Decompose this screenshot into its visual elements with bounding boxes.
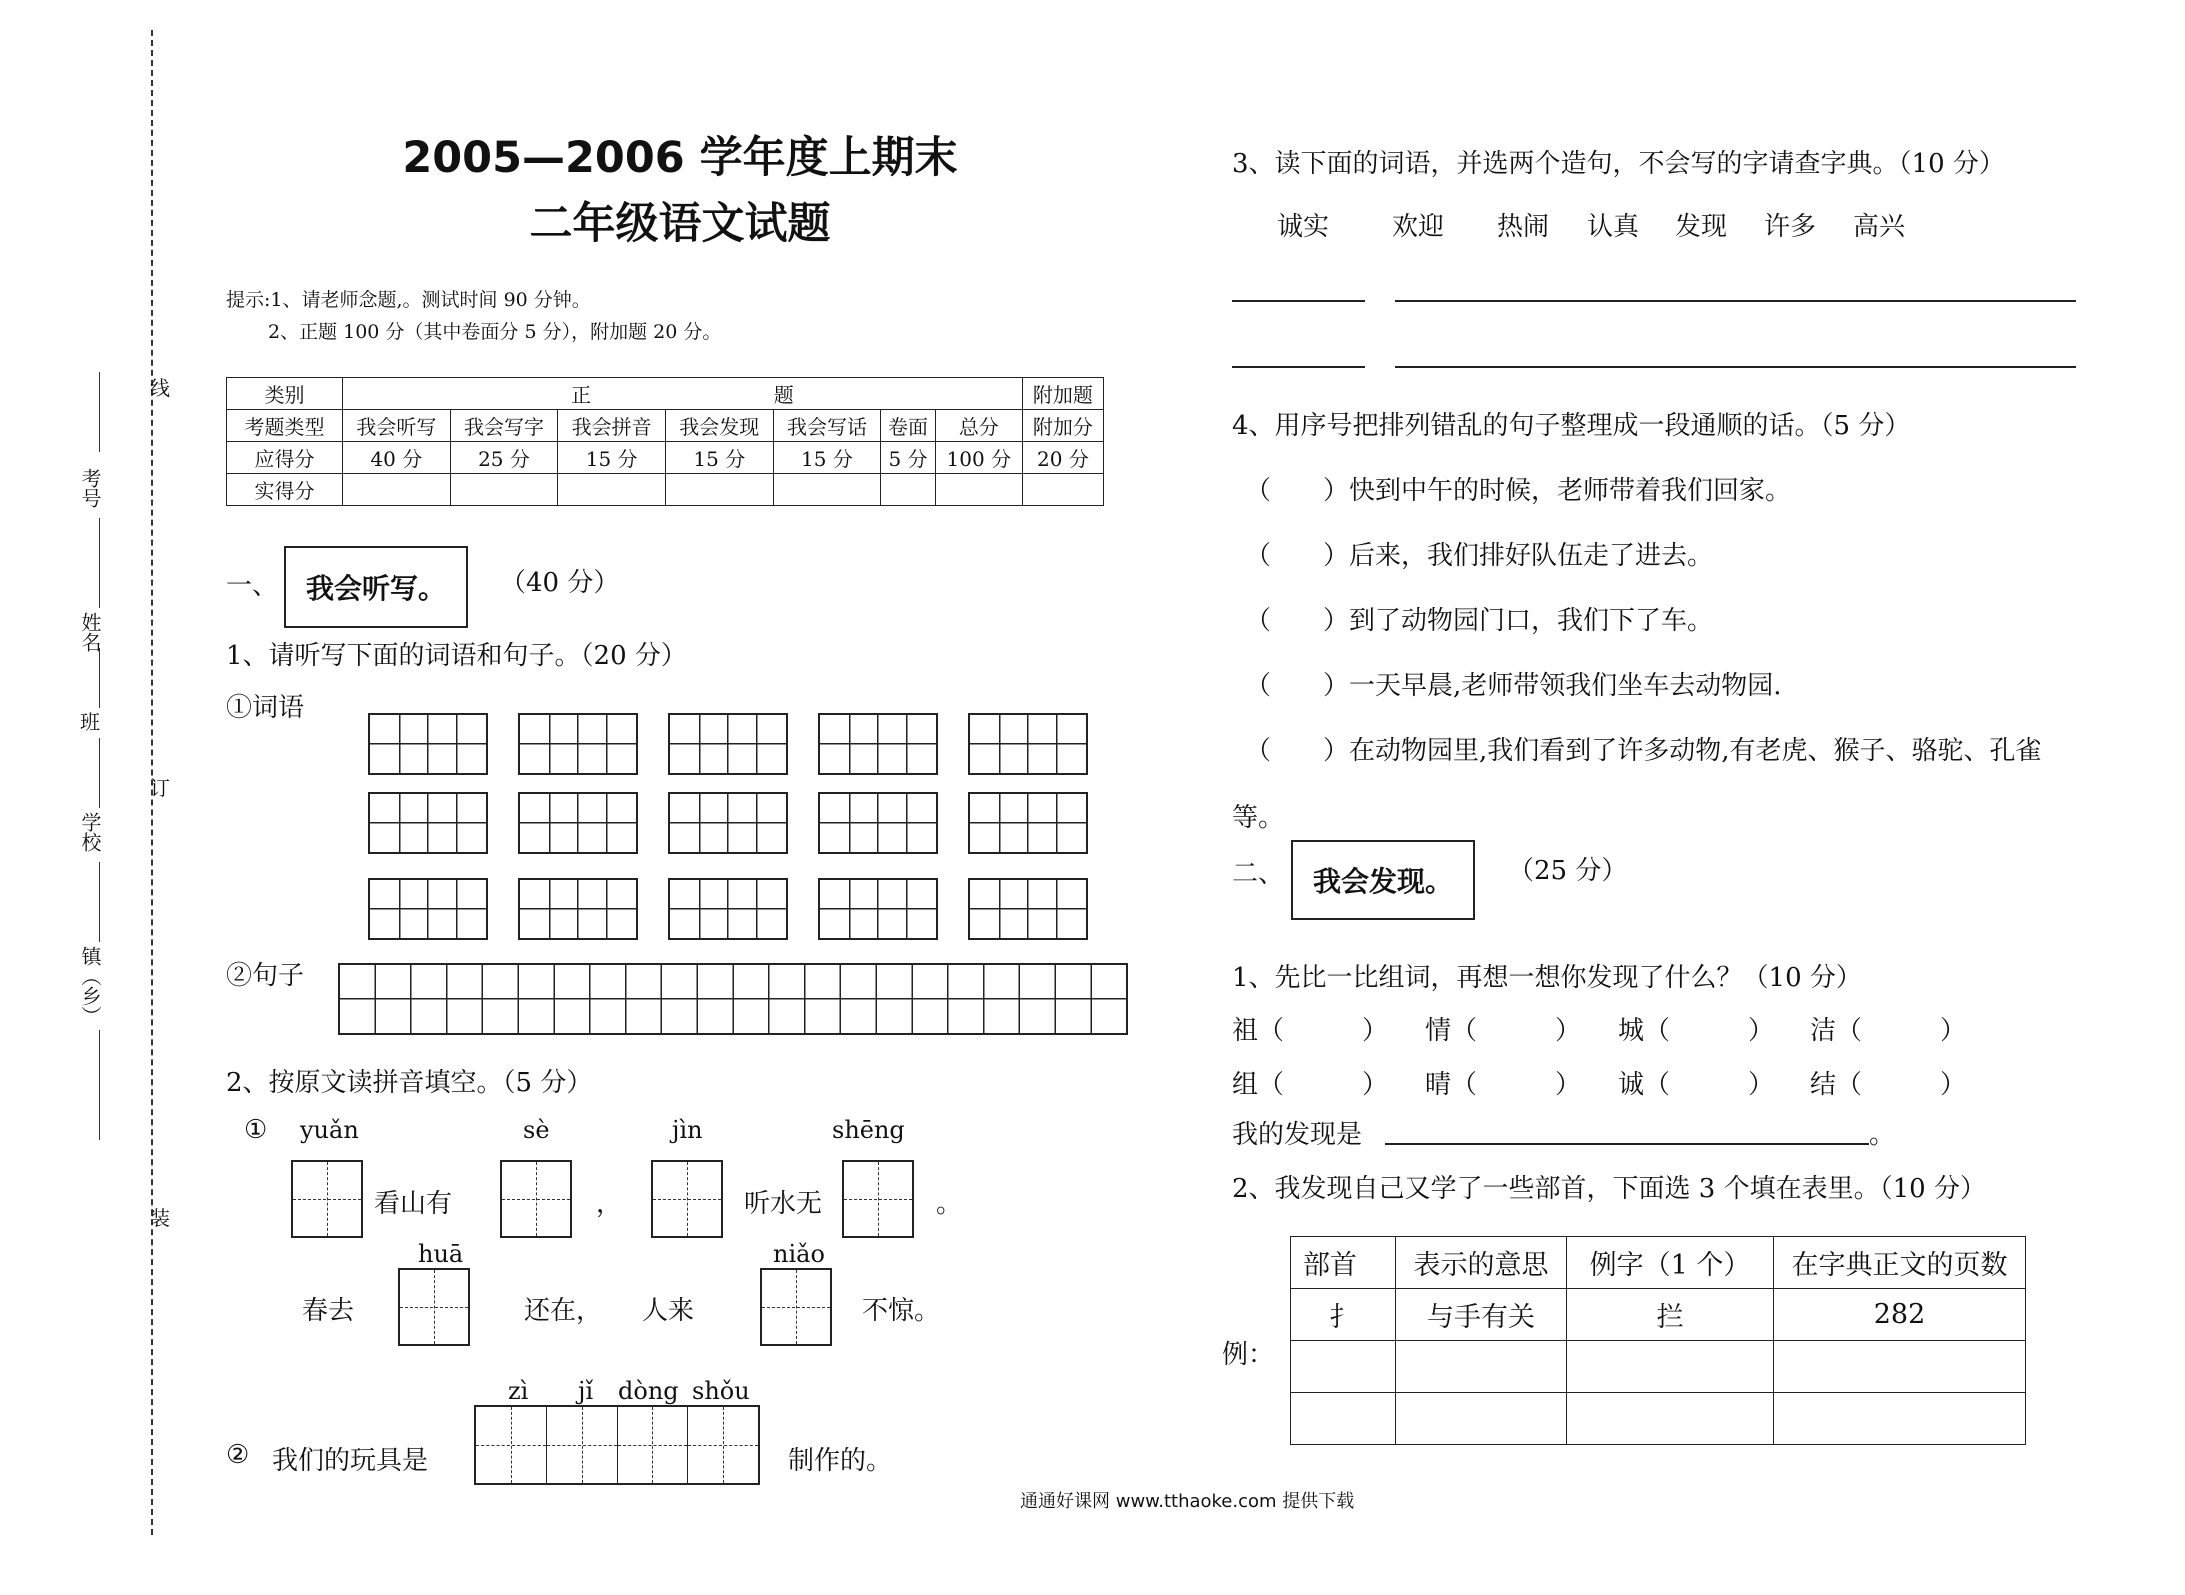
cell-full: 20 分 — [1022, 442, 1103, 474]
cell-actual[interactable] — [343, 474, 451, 506]
item-mark-2: ② — [226, 1440, 250, 1470]
text-kan-shan-you: 看山有 — [374, 1189, 453, 1219]
radical-header: 部首 — [1291, 1237, 1396, 1289]
compare-jie-1[interactable]: 洁（ ） — [1810, 1016, 1967, 1046]
cell-actual[interactable] — [773, 474, 881, 506]
section-1-number: 一、 — [226, 571, 279, 601]
word-grid[interactable] — [668, 713, 788, 775]
cell-full: 5 分 — [881, 442, 935, 474]
question-2-1: 1、先比一比组词，再想一想你发现了什么？（10 分） — [1232, 963, 1862, 993]
compare-qing-1[interactable]: 情（ ） — [1425, 1016, 1582, 1046]
field-line-zhen[interactable] — [99, 862, 100, 942]
cell-actual[interactable] — [881, 474, 935, 506]
radical-answer-row — [1291, 1393, 2026, 1445]
q3-word: 发现 — [1675, 212, 1728, 242]
field-line-xuexiao[interactable] — [99, 738, 100, 808]
radical-example-row — [1291, 1289, 2026, 1341]
text-period: 。 — [936, 1189, 963, 1219]
cell-type: 总分 — [935, 410, 1022, 442]
char-box-se[interactable] — [500, 1160, 572, 1238]
discovery-end: 。 — [1869, 1120, 1896, 1150]
words-label: ①词语 — [226, 693, 305, 723]
cell-full: 15 分 — [773, 442, 881, 474]
chosen-word-line-1[interactable] — [1232, 300, 1365, 302]
radical-example-cell: 拦 — [1567, 1289, 1774, 1341]
word-grid[interactable] — [968, 878, 1088, 940]
text-ting-shui-wu: 听水无 — [744, 1189, 823, 1219]
radical-header: 在字典正文的页数 — [1774, 1237, 2026, 1289]
question-1-2: 2、按原文读拼音填空。（5 分） — [226, 1068, 593, 1098]
word-grid[interactable] — [968, 792, 1088, 854]
radical-example-cell: 扌 — [1291, 1289, 1396, 1341]
radical-answer-cell[interactable] — [1774, 1341, 2026, 1393]
char-box-sheng[interactable] — [842, 1160, 914, 1238]
cell-full: 15 分 — [558, 442, 666, 474]
binding-char-xian: 线 — [150, 376, 170, 400]
word-grid[interactable] — [518, 792, 638, 854]
compare-zu-2[interactable]: 组（ ） — [1232, 1070, 1389, 1100]
radical-answer-cell[interactable] — [1567, 1341, 1774, 1393]
sentence-label: ②句子 — [226, 961, 305, 991]
compare-jie-2[interactable]: 结（ ） — [1810, 1070, 1967, 1100]
order-item-tail: 等。 — [1232, 803, 1285, 833]
word-grid[interactable] — [518, 713, 638, 775]
word-grid[interactable] — [818, 792, 938, 854]
cell-full: 15 分 — [665, 442, 773, 474]
order-item[interactable]: （ ）一天早晨,老师带领我们坐车去动物园. — [1245, 671, 1782, 701]
cell-actual[interactable] — [1022, 474, 1103, 506]
radical-table — [1290, 1236, 2026, 1445]
cell-actual[interactable] — [665, 474, 773, 506]
radical-answer-cell[interactable] — [1291, 1341, 1396, 1393]
text-toys-made: 我们的玩具是 — [272, 1446, 429, 1476]
discovery-label: 我的发现是 — [1232, 1120, 1363, 1150]
cell-type: 我会写字 — [450, 410, 558, 442]
text-ren-lai: 人来 — [642, 1296, 695, 1326]
cell-actual[interactable] — [450, 474, 558, 506]
cell-type: 我会拼音 — [558, 410, 666, 442]
section-2-number: 二、 — [1232, 859, 1285, 889]
radical-header: 表示的意思 — [1396, 1237, 1567, 1289]
field-line-ban[interactable] — [99, 648, 100, 708]
cell-actual-label: 实得分 — [227, 474, 343, 506]
char-box-jin[interactable] — [651, 1160, 723, 1238]
binding-char-zhuang: 装 — [150, 1206, 170, 1230]
pinyin-shou: shǒu — [692, 1377, 750, 1405]
char-grid-zi-ji-dong-shou[interactable] — [474, 1405, 760, 1485]
question-2-2: 2、我发现自己又学了一些部首，下面选 3 个填在表里。（10 分） — [1232, 1174, 1986, 1204]
compare-zu-1[interactable]: 祖（ ） — [1232, 1016, 1389, 1046]
cell-type: 附加分 — [1022, 410, 1103, 442]
cell-full-label: 应得分 — [227, 442, 343, 474]
section-2-label: 我会发现。 — [1291, 840, 1475, 920]
cell-full: 100 分 — [935, 442, 1022, 474]
cell-main-zheng: 正 — [571, 383, 592, 407]
cell-main — [343, 378, 1023, 410]
field-xingming: 姓名 — [78, 612, 102, 652]
radical-answer-cell[interactable] — [1774, 1393, 2026, 1445]
cell-type: 我会写话 — [773, 410, 881, 442]
q3-word: 许多 — [1764, 212, 1817, 242]
char-box-niao[interactable] — [760, 1268, 832, 1346]
pinyin-jin: jìn — [672, 1116, 703, 1144]
sentence-line-1[interactable] — [1395, 300, 2076, 302]
discovery-line[interactable] — [1385, 1143, 1869, 1145]
pinyin-ji: jǐ — [578, 1377, 594, 1405]
cell-full: 40 分 — [343, 442, 451, 474]
cell-type: 我会听写 — [343, 410, 451, 442]
char-box-hua[interactable] — [398, 1268, 470, 1346]
text-chun-qu: 春去 — [302, 1296, 355, 1326]
section-1-points: （40 分） — [500, 568, 620, 598]
cell-extra: 附加题 — [1022, 378, 1103, 410]
field-line-kaohao[interactable] — [99, 372, 100, 452]
score-row-full — [227, 442, 1104, 474]
note-2: 2、正题 100 分（其中卷面分 5 分），附加题 20 分。 — [268, 321, 722, 343]
char-cell[interactable] — [546, 1407, 617, 1483]
field-line-xingming[interactable] — [99, 518, 100, 608]
field-ban: 班 — [80, 710, 100, 734]
sentence-line-2[interactable] — [1395, 366, 2076, 368]
order-item[interactable]: （ ）后来，我们排好队伍走了进去。 — [1245, 541, 1714, 571]
binding-char-ding: 订 — [150, 776, 170, 800]
char-cell[interactable] — [687, 1407, 758, 1483]
radical-answer-row — [1291, 1341, 2026, 1393]
section-1-label: 我会听写。 — [284, 546, 468, 628]
page-subtitle: 二年级语文试题 — [529, 199, 831, 249]
word-grid[interactable] — [968, 713, 1088, 775]
word-grid[interactable] — [518, 878, 638, 940]
compare-qing-2[interactable]: 晴（ ） — [1425, 1070, 1582, 1100]
cell-full: 25 分 — [450, 442, 558, 474]
page-title: 2005—2006 学年度上期末 — [402, 133, 958, 183]
question-4: 4、用序号把排列错乱的句子整理成一段通顺的话。（5 分） — [1232, 411, 1911, 441]
cell-type: 我会发现 — [665, 410, 773, 442]
compare-cheng-2[interactable]: 诚（ ） — [1618, 1070, 1775, 1100]
sentence-grid[interactable] — [338, 963, 1128, 1035]
pinyin-yuan: yuǎn — [300, 1116, 359, 1144]
q3-word: 认真 — [1587, 212, 1640, 242]
cell-type-label: 考题类型 — [227, 410, 343, 442]
field-kaohao: 考号 — [78, 468, 102, 508]
field-zhen: 镇（乡） — [78, 946, 102, 1026]
section-2-points: （25 分） — [1508, 856, 1628, 886]
word-grid[interactable] — [668, 792, 788, 854]
char-cell[interactable] — [476, 1407, 546, 1483]
text-comma: ， — [596, 1189, 623, 1219]
text-bu-jing: 不惊。 — [862, 1296, 941, 1326]
radical-answer-cell[interactable] — [1396, 1341, 1567, 1393]
q3-word: 高兴 — [1853, 212, 1906, 242]
note-1: 提示:1、请老师念题,。测试时间 90 分钟。 — [226, 289, 591, 311]
q3-word: 欢迎 — [1392, 212, 1445, 242]
text-zhi-zuo-de: 制作的。 — [788, 1446, 893, 1476]
cell-main-ti: 题 — [773, 383, 794, 407]
radical-answer-cell[interactable] — [1567, 1393, 1774, 1445]
question-3: 3、读下面的词语，并选两个造句，不会写的字请查字典。（10 分） — [1232, 149, 2005, 179]
char-cell[interactable] — [617, 1407, 688, 1483]
word-grid[interactable] — [368, 792, 488, 854]
chosen-word-line-2[interactable] — [1232, 366, 1365, 368]
item-mark-1: ① — [244, 1115, 268, 1145]
cell-actual[interactable] — [935, 474, 1022, 506]
pinyin-dong: dòng — [618, 1377, 679, 1405]
cell-type: 卷面 — [881, 410, 935, 442]
example-label: 例： — [1222, 1340, 1275, 1370]
order-item[interactable]: （ ）在动物园里,我们看到了许多动物,有老虎、猴子、骆驼、孔雀 — [1245, 736, 2042, 766]
score-row-actual — [227, 474, 1104, 506]
footer-credit: 通通好课网 www.tthaoke.com 提供下载 — [1020, 1491, 1355, 1512]
pinyin-hua: huā — [418, 1240, 464, 1268]
order-item[interactable]: （ ）到了动物园门口，我们下了车。 — [1245, 606, 1714, 636]
word-grid[interactable] — [368, 713, 488, 775]
word-grid[interactable] — [818, 713, 938, 775]
pinyin-niao: niǎo — [773, 1240, 825, 1268]
cell-actual[interactable] — [558, 474, 666, 506]
word-grid[interactable] — [368, 878, 488, 940]
q3-word: 诚实 — [1277, 212, 1330, 242]
score-row-type — [227, 410, 1104, 442]
pinyin-sheng: shēng — [832, 1116, 905, 1144]
radical-answer-cell[interactable] — [1396, 1393, 1567, 1445]
radical-header: 例字（1 个） — [1567, 1237, 1774, 1289]
text-hai-zai: 还在， — [524, 1296, 603, 1326]
score-row-category — [227, 378, 1104, 410]
word-grid[interactable] — [818, 878, 938, 940]
question-1-1: 1、请听写下面的词语和句子。（20 分） — [226, 641, 687, 671]
pinyin-se: sè — [523, 1116, 550, 1144]
pinyin-zi: zì — [508, 1377, 529, 1405]
radical-header-row — [1291, 1237, 2026, 1289]
radical-example-cell: 282 — [1774, 1289, 2026, 1341]
field-line-zhen-tail[interactable] — [99, 1030, 100, 1140]
order-item[interactable]: （ ）快到中午的时候，老师带着我们回家。 — [1245, 476, 1792, 506]
word-grid[interactable] — [668, 878, 788, 940]
radical-answer-cell[interactable] — [1291, 1393, 1396, 1445]
radical-example-cell: 与手有关 — [1396, 1289, 1567, 1341]
char-box-yuan[interactable] — [291, 1160, 363, 1238]
field-xuexiao: 学校 — [78, 812, 102, 852]
cell-category: 类别 — [227, 378, 343, 410]
compare-cheng-1[interactable]: 城（ ） — [1618, 1016, 1775, 1046]
score-table — [226, 377, 1104, 506]
q3-word: 热闹 — [1497, 212, 1550, 242]
